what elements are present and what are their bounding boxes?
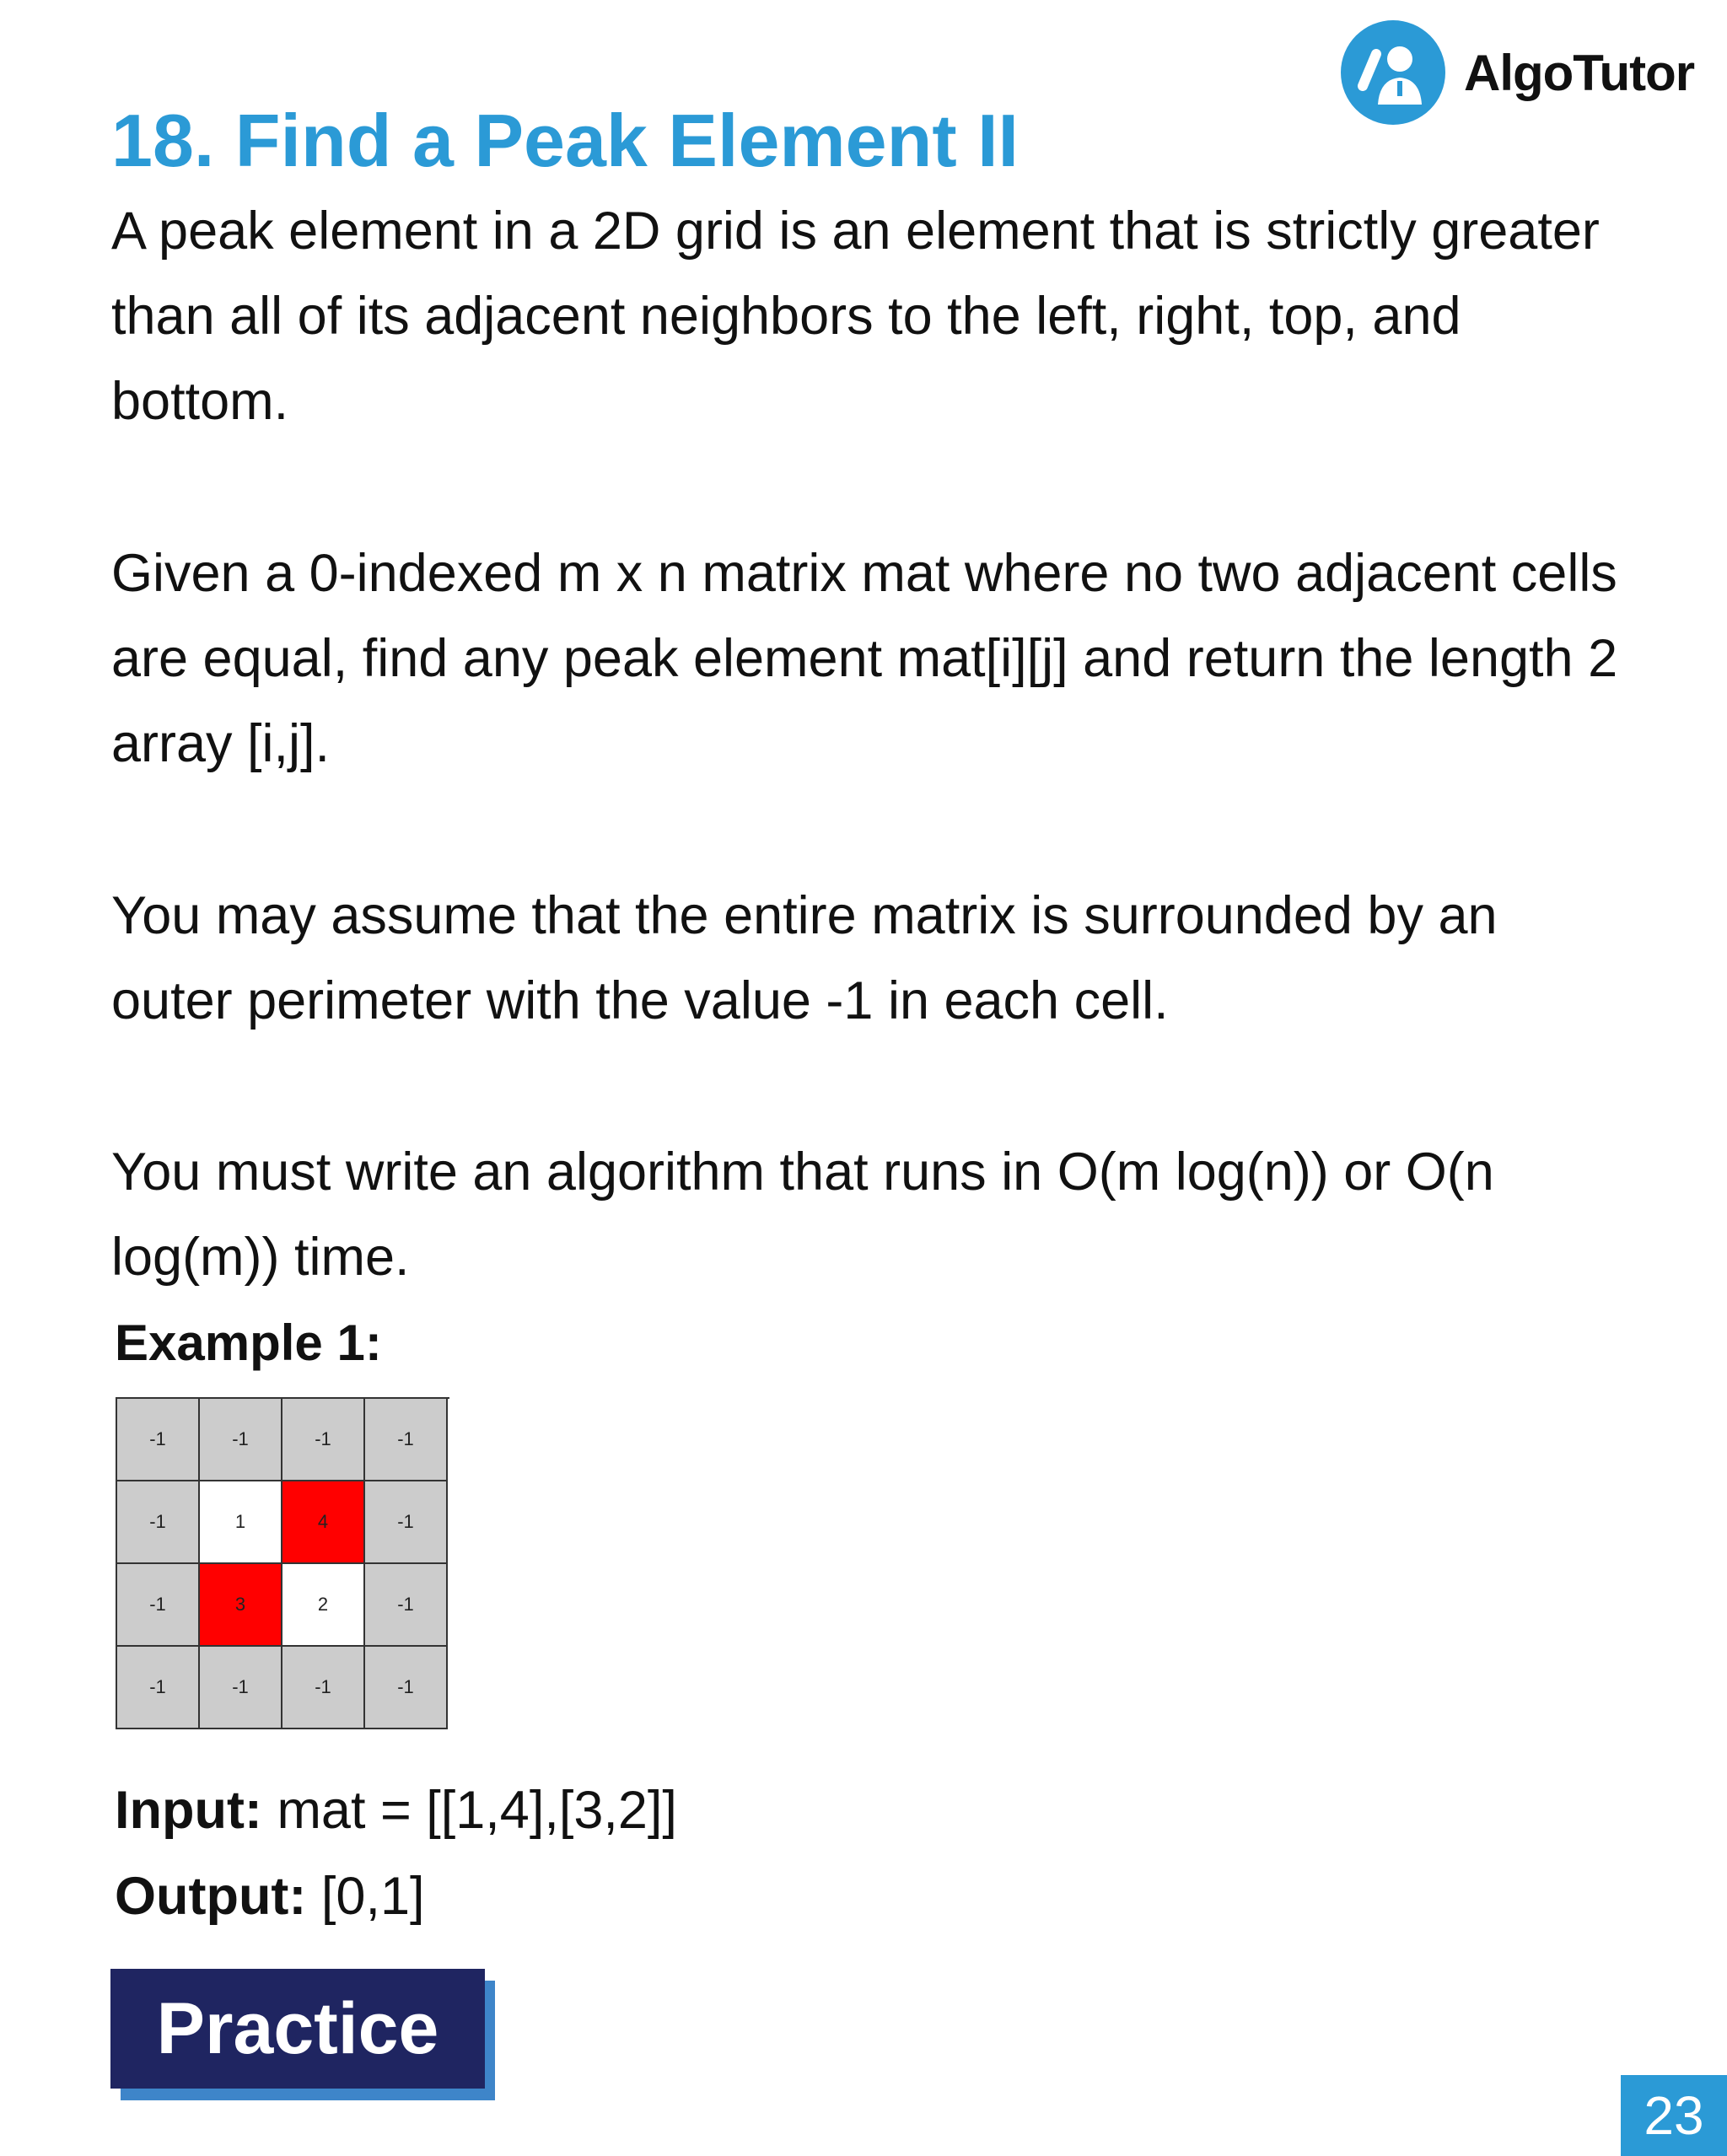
matrix-cell: -1 [365, 1647, 448, 1729]
input-value: mat = [[1,4],[3,2]] [277, 1781, 677, 1840]
matrix-cell: -1 [117, 1481, 200, 1564]
matrix-cell: -1 [365, 1481, 448, 1564]
matrix-cell: 3 [200, 1564, 282, 1647]
matrix-cell: -1 [365, 1399, 448, 1481]
description-paragraph-4: You must write an algorithm that runs in O(m log(n)) or O(n log(m)) time. [111, 1143, 1494, 1287]
page-number-badge: 23 [1621, 2075, 1727, 2156]
tutor-person-icon [1341, 20, 1445, 125]
description-paragraph-2: Given a 0-indexed m x n matrix mat where no two adjacent cells are equal, find any peak element mat[i][j] and return the length 2 array [i,j]. [111, 544, 1618, 773]
example-heading: Example 1: [115, 1315, 382, 1371]
matrix-cell: -1 [282, 1399, 365, 1481]
example-matrix-figure [116, 1397, 451, 1733]
practice-button[interactable]: Practice [110, 1969, 485, 2089]
matrix-cell: 4 [282, 1481, 365, 1564]
matrix-cell: -1 [365, 1564, 448, 1647]
matrix-cell: -1 [200, 1647, 282, 1729]
output-label: Output: [115, 1867, 307, 1926]
example-input [115, 1772, 677, 1848]
brand-name: AlgoTutor [1464, 44, 1695, 101]
matrix-cell: -1 [282, 1647, 365, 1729]
matrix-cell: -1 [117, 1647, 200, 1729]
matrix-cell: 1 [200, 1481, 282, 1564]
matrix-cell: -1 [117, 1564, 200, 1647]
description-paragraph-3: You may assume that the entire matrix is surrounded by an outer perimeter with the value -1 in each cell. [111, 886, 1498, 1030]
matrix-cell: -1 [200, 1399, 282, 1481]
output-value: [0,1] [320, 1867, 425, 1926]
page-title: 18. Find a Peak Element II [111, 99, 1019, 182]
example-output [115, 1858, 425, 1934]
matrix-grid [116, 1397, 449, 1729]
matrix-cell: -1 [117, 1399, 200, 1481]
input-label: Input: [115, 1781, 262, 1840]
matrix-cell: 2 [282, 1564, 365, 1647]
description-paragraph-1: A peak element in a 2D grid is an element that is strictly greater than all of its adjacent neighbors to the left, right, top, and bottom. [111, 202, 1600, 431]
brand-logo [1341, 19, 1694, 126]
